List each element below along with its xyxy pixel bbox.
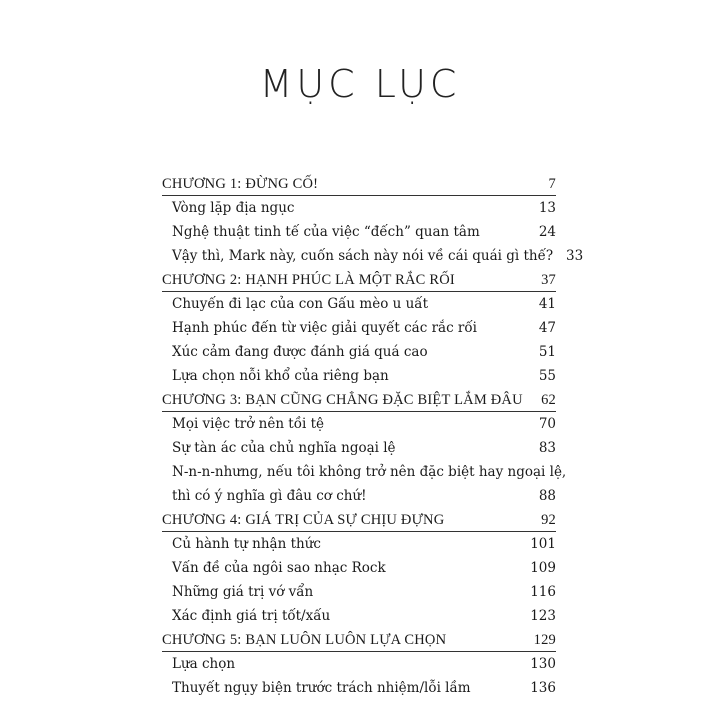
toc-entry-label: Mọi việc trở nên tồi tệ: [172, 416, 325, 432]
toc-entry-label: CHƯƠNG 4: GIÁ TRỊ CỦA SỰ CHỊU ĐỰNG: [162, 512, 445, 528]
toc-section: [162, 220, 556, 244]
toc-section: [162, 196, 556, 220]
toc-entry-label: CHƯƠNG 3: BẠN CŨNG CHẲNG ĐẶC BIỆT LẮM ĐÂU: [162, 392, 523, 408]
toc-entry-label: Nghệ thuật tinh tế của việc “đếch” quan tâm: [172, 224, 480, 240]
toc-entry-label: CHƯƠNG 5: BẠN LUÔN LUÔN LỰA CHỌN: [162, 632, 447, 648]
toc-section: [162, 436, 556, 460]
toc-section: [162, 532, 556, 556]
toc-entry-label: Thuyết ngụy biện trước trách nhiệm/lỗi lầm: [172, 680, 471, 696]
toc-section: [162, 340, 556, 364]
toc-section: [162, 292, 556, 316]
toc-entry-page: 123: [530, 608, 556, 624]
toc-entry-label: Sự tàn ác của chủ nghĩa ngoại lệ: [172, 440, 396, 456]
toc-chapter-1: [162, 172, 556, 196]
toc-section: [162, 460, 567, 484]
toc-section: [162, 556, 556, 580]
toc-section: [162, 316, 556, 340]
table-of-contents: [162, 172, 584, 700]
toc-entry-page: 37: [541, 272, 556, 288]
toc-entry-label: Củ hành tự nhận thức: [172, 536, 321, 552]
toc-section: [162, 364, 556, 388]
toc-section: [162, 484, 556, 508]
toc-entry-label: CHƯƠNG 1: ĐỪNG CỐ!: [162, 176, 319, 192]
toc-entry-page: 41: [538, 296, 556, 312]
toc-entry-label: Vấn đề của ngôi sao nhạc Rock: [172, 560, 386, 576]
toc-entry-label: N-n-n-nhưng, nếu tôi không trở nên đặc biệt hay ngoại lệ,: [172, 464, 567, 480]
toc-entry-page: 88: [538, 488, 556, 504]
toc-entry-page: 109: [530, 560, 556, 576]
toc-chapter-5: [162, 628, 556, 652]
toc-entry-label: Lựa chọn: [172, 656, 236, 672]
toc-entry-label: thì có ý nghĩa gì đâu cơ chứ!: [172, 488, 367, 504]
toc-section: [162, 580, 556, 604]
toc-chapter-3: [162, 388, 556, 412]
toc-entry-label: Chuyến đi lạc của con Gấu mèo u uất: [172, 296, 429, 312]
toc-entry-page: 130: [530, 656, 556, 672]
toc-entry-label: Xúc cảm đang được đánh giá quá cao: [172, 344, 428, 360]
toc-section: [162, 676, 556, 700]
toc-entry-label: CHƯƠNG 2: HẠNH PHÚC LÀ MỘT RẮC RỐI: [162, 272, 455, 288]
toc-section: [162, 412, 556, 436]
toc-entry-label: Vậy thì, Mark này, cuốn sách này nói về cái quái gì thế?: [172, 248, 554, 264]
toc-entry-page: 7: [548, 176, 556, 192]
toc-entry-page: 13: [538, 200, 556, 216]
toc-entry-label: Vòng lặp địa ngục: [172, 200, 295, 216]
toc-entry-page: 129: [533, 632, 556, 648]
toc-entry-page: 92: [541, 512, 556, 528]
toc-entry-page: 51: [538, 344, 556, 360]
toc-section: [162, 244, 584, 268]
toc-entry-page: 136: [530, 680, 556, 696]
toc-entry-label: Xác định giá trị tốt/xấu: [172, 608, 331, 624]
toc-section: [162, 652, 556, 676]
toc-entry-page: 55: [538, 368, 556, 384]
toc-entry-page: 70: [538, 416, 556, 432]
toc-section: [162, 604, 556, 628]
toc-entry-page: 47: [538, 320, 556, 336]
toc-entry-page: 101: [530, 536, 556, 552]
toc-entry-label: Những giá trị vớ vẩn: [172, 584, 314, 600]
toc-entry-page: 62: [541, 392, 556, 408]
page-title: MỤC LỤC: [259, 62, 461, 106]
toc-entry-page: 83: [538, 440, 556, 456]
toc-entry-page: 24: [538, 224, 556, 240]
toc-entry-label: Hạnh phúc đến từ việc giải quyết các rắc rối: [172, 320, 477, 336]
toc-entry-label: Lựa chọn nỗi khổ của riêng bạn: [172, 368, 389, 384]
toc-entry-page: 116: [530, 584, 556, 600]
toc-chapter-2: [162, 268, 556, 292]
toc-entry-page: 33: [565, 248, 584, 264]
toc-chapter-4: [162, 508, 556, 532]
